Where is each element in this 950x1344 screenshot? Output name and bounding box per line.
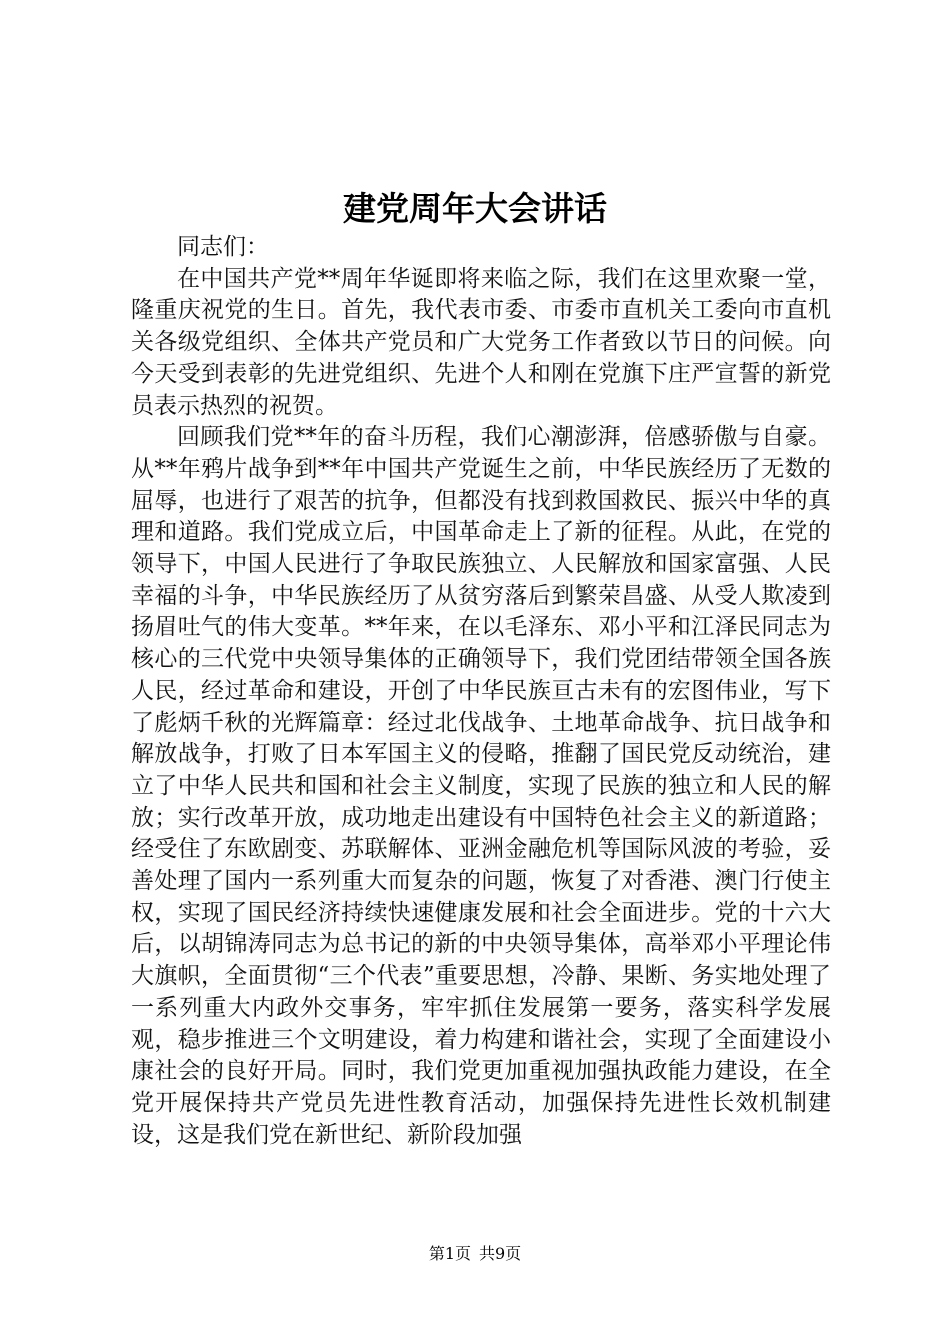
paragraph-2: 回顾我们党**年的奋斗历程，我们心潮澎湃，倍感骄傲与自豪。从**年鸦片战争到**年中国共产党诞生之前，中华民族经历了无数的屈辱，也进行了艰苦的抗争，但都没有找到救国救民、振兴中华的真理和道路。我们党成立后，中国革命走上了新的征程。从此，在党的领导下，中国人民进行了争取民族独立、人民解放和国家富强、人民幸福的斗争，中华民族经历了从贫穷落后到繁荣昌盛、从受人欺凌到扬眉吐气的伟大变革。**年来，在以毛泽东、邓小平和江泽民同志为核心的三代党中央领导集体的正确领导下，我们党团结带领全国各族人民，经过革命和建设，开创了中华民族亘古未有的宏图伟业，写下了彪炳千秋的光辉篇章：经过北伐战争、土地革命战争、抗日战争和解放战争，打败了日本军国主义的侵略，推翻了国民党反动统治，建立了中华人民共和国和社会主义制度，实现了民族的独立和人民的解放；实行改革开放，成功地走出建设有中国特色社会主义的新道路；经受住了东欧剧变、苏联解体、亚洲金融危机等国际风波的考验，妥善处理了国内一系列重大而复杂的问题，恢复了对香港、澳门行使主权，实现了国民经济持续快速健康发展和社会全面进步。党的十六大后，以胡锦涛同志为总书记的新的中央领导集体，高举邓小平理论伟大旗帜，全面贯彻“三个代表”重要思想，冷静、果断、务实地处理了一系列重大内政外交事务，牢牢抓住发展第一要务，落实科学发展观，稳步推进三个文明建设，着力构建和谐社会，实现了全面建设小康社会的良好开局。同时，我们党更加重视加强执政能力建设，在全党开展保持共产党员先进性教育活动，加强保持先进性长效机制建设，这是我们党在新世纪、新阶段加强 bbox=[131, 424, 831, 1148]
page-total: 共9页 bbox=[479, 1244, 522, 1263]
document-title: 建党周年大会讲话 bbox=[343, 189, 607, 228]
page-number: 第1页 bbox=[428, 1244, 471, 1263]
salutation: 同志们： bbox=[177, 234, 269, 260]
document-body bbox=[131, 232, 831, 1151]
paragraph-1: 在中国共产党**周年华诞即将来临之际，我们在这里欢聚一堂，隆重庆祝党的生日。首先，我代表市委、市委市直机关工委向市直机关各级党组织、全体共产党员和广大党务工作者致以节日的问候。向今天受到表彰的先进党组织、先进个人和刚在党旗下庄严宣誓的新党员表示热烈的祝贺。 bbox=[131, 265, 831, 419]
page-footer bbox=[0, 1242, 950, 1266]
